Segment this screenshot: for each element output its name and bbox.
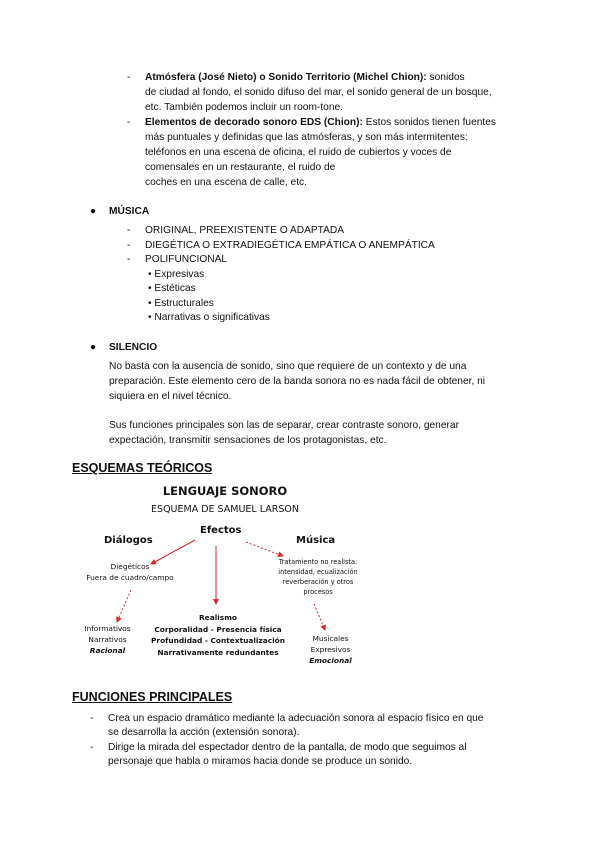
term-eds: Elementos de decorado sonoro EDS (Chion):: [145, 117, 363, 128]
dash-marker: -: [90, 713, 94, 724]
diagram-title: LENGUAJE SONORO: [162, 484, 288, 498]
arrow-dialogos-func: [117, 590, 131, 622]
dash-marker: -: [127, 225, 131, 236]
heading-funciones: FUNCIONES PRINCIPALES: [72, 690, 233, 704]
node-efectos: Efectos: [200, 525, 242, 536]
dialogos-functions: [70, 623, 145, 656]
term-atmosfera: Atmósfera (José Nieto) o Sonido Territorio (Michel Chion):: [145, 72, 427, 83]
sub-list-item: • Estéticas: [148, 283, 196, 294]
efectos-functions: [148, 612, 288, 658]
sub-item-text: Estéticas: [154, 283, 196, 294]
funcion-item: personaje que habla o miramos hacia donde se produce un sonido.: [108, 756, 413, 767]
funcion-item: se desarrolla la acción (extensión sonora).: [108, 727, 300, 738]
funcion-item: Dirige la mirada del espectador dentro de la pantalla, de modo que seguimos al: [108, 742, 467, 753]
arrow-musica-func: [314, 604, 325, 630]
dialogos-type: Diegéticos: [110, 562, 150, 571]
dialogos-emphasis: Racional: [89, 646, 126, 655]
musica-treatment-line: procesos: [303, 588, 333, 596]
dialogos-type: Fuera de cuadro/campo: [86, 573, 174, 582]
efectos-function: Realismo: [199, 613, 237, 622]
funcion-item: Crea un espacio dramático mediante la adecuación sonora al espacio físico en que: [108, 713, 484, 724]
list-item: ORIGINAL, PREEXISTENTE O ADAPTADA: [145, 225, 345, 236]
musica-function: Musicales: [312, 634, 349, 643]
item-text: más puntuales y definidas que las atmósferas, y son más intermitentes:: [145, 132, 468, 143]
sub-item-text: Narrativas o significativas: [154, 312, 270, 323]
paragraph-line: expectación, transmitir sensaciones de los protagonistas, etc.: [109, 435, 387, 446]
arrow-efectos-musica: [246, 542, 283, 556]
sub-list-item: • Expresivas: [148, 269, 205, 280]
sub-item-text: Estructurales: [154, 298, 214, 309]
musica-emphasis: Emocional: [309, 656, 352, 665]
musica-treatment-line: intensidad, ecualización: [278, 568, 358, 576]
dash-marker: -: [127, 117, 131, 128]
section-title-musica: MÚSICA: [109, 206, 150, 217]
list-item: DIEGÉTICA O EXTRADIEGÉTICA EMPÁTICA O ANEMPÁTICA: [145, 240, 435, 251]
dash-marker: -: [127, 72, 131, 83]
sub-list-item: • Estructurales: [148, 298, 214, 309]
efectos-function: Narrativamente redundantes: [157, 647, 279, 657]
item-text: etc. También podemos incluir un room-tone.: [145, 102, 344, 113]
paragraph-line: siquiera en el nivel técnico.: [109, 391, 232, 402]
heading-esquemas: ESQUEMAS TEÓRICOS: [72, 461, 213, 475]
item-text: Estos sonidos tienen fuentes: [362, 117, 497, 128]
item-text: de ciudad al fondo, el sonido difuso del mar, el sonido general de un bosque,: [145, 87, 492, 98]
sub-item-text: Expresivas: [154, 269, 205, 280]
musica-functions: [298, 633, 363, 666]
item-text: teléfonos en una escena de oficina, el ruido de cubiertos y voces de: [145, 147, 452, 158]
node-musica: Música: [296, 535, 336, 546]
dialogos-types: [80, 561, 180, 583]
section-title-silencio: SILENCIO: [109, 342, 158, 353]
musica-treatment: [268, 557, 368, 597]
paragraph-line: Sus funciones principales son las de separar, crear contraste sonoro, generar: [109, 420, 459, 431]
musica-function: Expresivos: [310, 645, 351, 654]
efectos-function: Corporalidad - Presencia física: [154, 624, 282, 634]
dash-marker: -: [127, 254, 131, 265]
paragraph-line: No basta con la ausencia de sonido, sino que requiere de un contexto y de una: [109, 361, 467, 372]
bullet-icon: ●: [90, 206, 97, 217]
efectos-function: Profundidad - Contextualización: [151, 636, 285, 645]
dash-marker: -: [127, 240, 131, 251]
dialogos-function: Informativos: [84, 624, 131, 633]
diagram-subtitle: ESQUEMA DE SAMUEL LARSON: [151, 504, 299, 515]
item-text: sonidos: [426, 72, 465, 83]
bullet-icon: ●: [90, 342, 97, 353]
item-text: coches en una escena de calle, etc.: [145, 177, 307, 188]
item-text: comensales en un restaurante, el ruido de: [145, 162, 336, 173]
dialogos-function: Narrativos: [88, 635, 127, 644]
musica-treatment-line: reverberación y otros: [282, 578, 354, 586]
node-dialogos: Diálogos: [104, 535, 153, 546]
musica-treatment-line: Tratamiento no realista:: [278, 558, 358, 566]
paragraph-line: preparación. Este elemento cero de la banda sonora no es nada fácil de obtener, ni: [109, 376, 486, 387]
sub-list-item: • Narrativas o significativas: [148, 312, 270, 323]
dash-marker: -: [90, 742, 94, 753]
list-item: POLIFUNCIONAL: [145, 254, 228, 265]
